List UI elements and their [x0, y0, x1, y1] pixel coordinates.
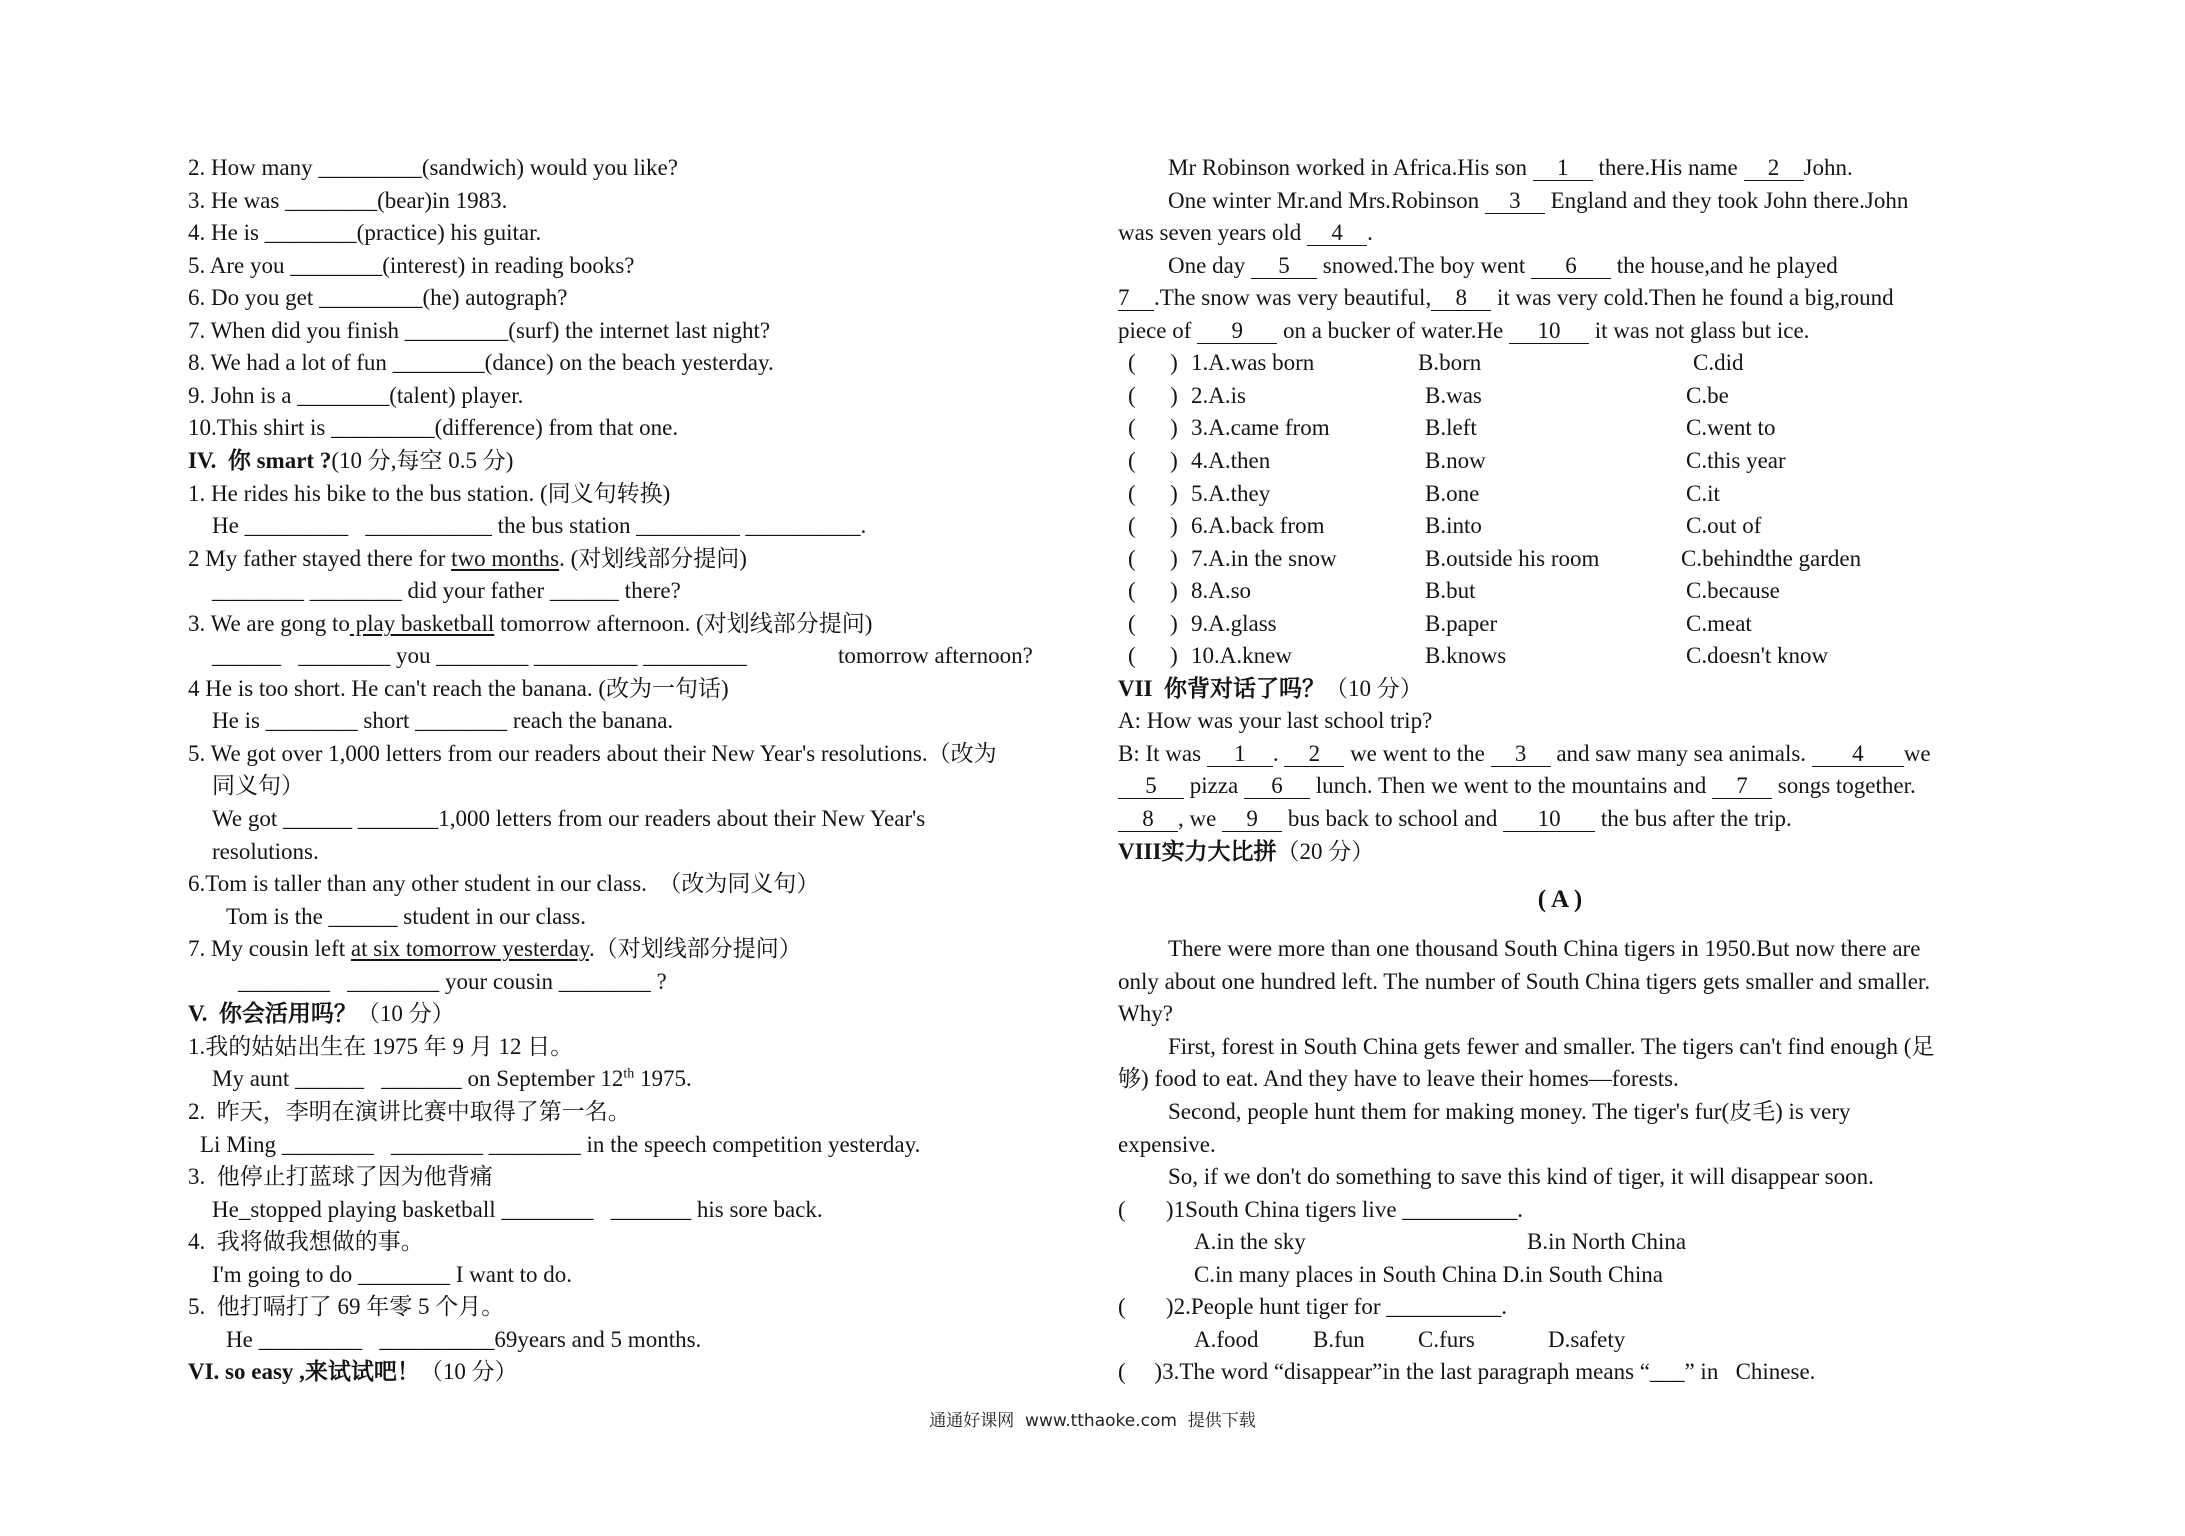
answer-blank-6: 6: [1531, 254, 1611, 279]
cloze-option-row-5: [1128, 478, 1988, 510]
cloze-text: there.His name: [1592, 155, 1744, 180]
answer-blank-5: 5: [1251, 254, 1317, 279]
translation-answer-4: I'm going to do ________ I want to do.: [212, 1262, 572, 1287]
cloze-text: it was not glass but ice.: [1589, 318, 1810, 343]
cloze-option-row-3: [1128, 412, 1988, 444]
reading-part-label: ( A ): [1537, 886, 1583, 913]
option-b: B.into: [1425, 513, 1482, 538]
translation-prompt-2: 2. 昨天，李明在演讲比赛中取得了第一名。: [188, 1099, 631, 1124]
underlined-phrase: play basketball: [349, 611, 495, 636]
rewrite-answer-4: He is ________ short ________ reach the banana.: [212, 708, 674, 733]
question-instruction: . (对划线部分提问): [559, 546, 747, 571]
dialogue-line-b-3: [1118, 803, 1792, 835]
cloze-option-row-4: [1128, 445, 1988, 477]
reading-line-3: Why?: [1118, 1001, 1173, 1026]
dialogue-line-b-2: [1118, 770, 1916, 802]
section-vi-title: VI. so easy ,来试试吧！: [188, 1359, 420, 1384]
word-form-item-2: 2. How many _________(sandwich) would you like?: [188, 155, 678, 180]
answer-bracket: ( ): [1128, 383, 1178, 408]
rewrite-question-1: 1. He rides his bike to the bus station. (同义句转换): [188, 481, 671, 506]
reading-question-3: ( )3.The word “disappear”in the last paragraph means “___” in Chinese.: [1118, 1359, 1816, 1384]
reading-line-1: There were more than one thousand South China tigers in 1950.But now there are: [1168, 936, 1921, 961]
section-iv-score: (10 分,每空 0.5 分): [331, 448, 514, 473]
answer-blank-6: 6: [1244, 774, 1310, 799]
option-c: C.did: [1693, 350, 1744, 375]
option-a: 1.A.was born: [1191, 350, 1315, 375]
dialogue-text: we: [1903, 741, 1931, 766]
rewrite-question-3: [188, 608, 872, 640]
word-form-item-5: 5. Are you ________(interest) in reading books?: [188, 253, 635, 278]
answer-blank-5: 5: [1118, 774, 1184, 799]
dialogue-text: , we: [1178, 806, 1223, 831]
cloze-option-row-2: [1128, 380, 1988, 412]
answer-blank-8: 8: [1431, 286, 1491, 311]
cloze-line-5: [1118, 282, 1894, 314]
cloze-text: .: [1367, 220, 1373, 245]
rewrite-answer-7: ________ ________ your cousin ________ ?: [238, 969, 667, 994]
section-vii-score: （10 分）: [1325, 676, 1423, 701]
answer-blank-3: 3: [1485, 189, 1545, 214]
translation-answer-5: He _________ __________69years and 5 months.: [226, 1327, 702, 1352]
section-v-title: V. 你会活用吗？: [188, 1001, 357, 1026]
option-b: B.one: [1425, 481, 1480, 506]
cloze-text: on a bucker of water.He: [1277, 318, 1510, 343]
cloze-option-row-9: [1128, 608, 1988, 640]
answer-blank-4: 4: [1307, 221, 1367, 246]
word-form-item-8: 8. We had a lot of fun ________(dance) on the beach yesterday.: [188, 350, 774, 375]
dialogue-text: we went to the: [1344, 741, 1491, 766]
rewrite-question-2: [188, 543, 747, 575]
answer-blank-7: 7: [1118, 286, 1154, 311]
cloze-line-1: [1168, 152, 1853, 184]
cloze-text: snowed.The boy went: [1317, 253, 1532, 278]
option-a: 2.A.is: [1191, 383, 1246, 408]
question-text: 7. My cousin left: [188, 936, 351, 961]
cloze-line-6: [1118, 315, 1809, 347]
dialogue-line-a: A: How was your last school trip?: [1118, 708, 1433, 733]
answer-blank-3: 3: [1491, 742, 1551, 767]
reading-q2-option-a: A.food: [1194, 1327, 1259, 1352]
option-a: 9.A.glass: [1191, 611, 1277, 636]
answer-blank-10: 10: [1509, 319, 1589, 344]
reading-q2-option-b: B.fun: [1313, 1327, 1365, 1352]
option-a: 8.A.so: [1191, 578, 1252, 603]
word-form-item-7: 7. When did you finish _________(surf) the internet last night?: [188, 318, 771, 343]
rewrite-answer-2: ________ ________ did your father ______ there?: [212, 578, 681, 603]
word-form-item-6: 6. Do you get _________(he) autograph?: [188, 285, 568, 310]
cloze-text: the house,and he played: [1611, 253, 1838, 278]
word-form-item-9: 9. John is a ________(talent) player.: [188, 383, 524, 408]
answer-blank-2: 2: [1744, 156, 1804, 181]
rewrite-answer-5: We got ______ _______1,000 letters from our readers about their New Year's: [212, 806, 926, 831]
translation-answer-1: [212, 1063, 692, 1095]
rewrite-answer-3-tail: tomorrow afternoon?: [838, 643, 1033, 668]
cloze-text: was seven years old: [1118, 220, 1308, 245]
option-c: C.this year: [1686, 448, 1786, 473]
question-text: 3. We are gong to: [188, 611, 350, 636]
dialogue-line-b-1: [1118, 738, 1931, 770]
section-vii-title: VII 你背对话了吗？: [1118, 676, 1326, 701]
option-c: C.meat: [1686, 611, 1752, 636]
answer-bracket: ( ): [1128, 643, 1178, 668]
translation-prompt-3: 3. 他停止打蓝球了因为他背痛: [188, 1164, 493, 1189]
reading-q1-option-cd: C.in many places in South China D.in South China: [1194, 1262, 1663, 1287]
word-form-item-10: 10.This shirt is _________(difference) from that one.: [188, 415, 679, 440]
cloze-text: Mr Robinson worked in Africa.His son: [1168, 155, 1533, 180]
answer-blank-10: 10: [1503, 807, 1595, 832]
option-a: 5.A.they: [1191, 481, 1271, 506]
answer-blank-8: 8: [1118, 807, 1178, 832]
cloze-option-row-6: [1128, 510, 1988, 542]
cloze-option-row-7: [1128, 543, 1988, 575]
answer-blank-1: 1: [1207, 742, 1273, 767]
section-viii-title: VIII实力大比拼: [1118, 839, 1277, 864]
option-c: C.went to: [1686, 415, 1776, 440]
dialogue-text: and saw many sea animals.: [1550, 741, 1812, 766]
reading-line-6: Second, people hunt them for making money. The tiger's fur(皮毛) is very: [1168, 1099, 1851, 1124]
translation-prompt-4: 4. 我将做我想做的事。: [188, 1229, 424, 1254]
cloze-line-4: [1168, 250, 1838, 282]
cloze-option-row-10: [1128, 640, 1988, 672]
dialogue-text: the bus after the trip.: [1595, 806, 1792, 831]
word-form-item-4: 4. He is ________(practice) his guitar.: [188, 220, 542, 245]
section-vi-score: （10 分）: [419, 1359, 518, 1384]
rewrite-question-5-cont: 同义句）: [212, 773, 304, 798]
rewrite-answer-3: ______ ________ you ________ _________ _________: [212, 643, 747, 668]
question-instruction: tomorrow afternoon. (对划线部分提问): [494, 611, 873, 636]
cloze-text: One day: [1168, 253, 1252, 278]
rewrite-question-4: 4 He is too short. He can't reach the banana. (改为一句话): [188, 676, 729, 701]
reading-q2-option-c: C.furs: [1418, 1327, 1475, 1352]
rewrite-question-7: [188, 933, 802, 965]
cloze-text: piece of: [1118, 318, 1198, 343]
answer-blank-2: 2: [1284, 742, 1344, 767]
answer-bracket: ( ): [1128, 415, 1178, 440]
dialogue-text: B: It was: [1118, 741, 1207, 766]
section-iv-title: IV. 你 smart ?: [188, 448, 332, 473]
option-c: C.out of: [1686, 513, 1762, 538]
underlined-phrase: two months: [451, 546, 560, 571]
answer-bracket: ( ): [1128, 513, 1178, 538]
dialogue-text: pizza: [1184, 773, 1245, 798]
question-text: 2 My father stayed there for: [188, 546, 452, 571]
translation-prompt-5: 5. 他打嗝打了 69 年零 5 个月。: [188, 1294, 505, 1319]
answer-bracket: ( ): [1128, 350, 1178, 375]
cloze-text: .The snow was very beautiful,: [1154, 285, 1432, 310]
option-c: C.because: [1686, 578, 1780, 603]
translation-answer-3: He_stopped playing basketball ________ _______ his sore back.: [212, 1197, 823, 1222]
answer-bracket: ( ): [1128, 448, 1178, 473]
reading-question-2: ( )2.People hunt tiger for __________.: [1118, 1294, 1508, 1319]
answer-blank-7: 7: [1712, 774, 1772, 799]
question-instruction: .（对划线部分提问）: [588, 936, 802, 961]
answer-blank-1: 1: [1533, 156, 1593, 181]
option-b: B.now: [1425, 448, 1486, 473]
rewrite-question-6: 6.Tom is taller than any other student in our class. （改为同义句）: [188, 871, 820, 896]
answer-bracket: ( ): [1128, 546, 1178, 571]
option-b: B.was: [1425, 383, 1482, 408]
option-c: C.be: [1686, 383, 1729, 408]
cloze-text: England and they took John there.John: [1544, 188, 1909, 213]
option-b: B.left: [1425, 415, 1477, 440]
translation-answer-2: Li Ming ________ ________ ________ in the speech competition yesterday.: [200, 1132, 921, 1157]
dialogue-text: bus back to school and: [1282, 806, 1504, 831]
rewrite-answer-6: Tom is the ______ student in our class.: [226, 904, 586, 929]
option-a: 4.A.then: [1191, 448, 1271, 473]
answer-blank-9: 9: [1197, 319, 1277, 344]
answer-bracket: ( ): [1128, 481, 1178, 506]
option-b: B.outside his room: [1425, 546, 1600, 571]
option-a: 3.A.came from: [1191, 415, 1330, 440]
page-footer-source: 通通好课网 www.tthaoke.com 提供下载: [929, 1411, 1256, 1431]
rewrite-answer-1: He _________ ___________ the bus station _________ __________.: [212, 513, 867, 538]
reading-q1-option-b: B.in North China: [1527, 1229, 1687, 1254]
dialogue-text: songs together.: [1772, 773, 1916, 798]
option-a: 6.A.back from: [1191, 513, 1325, 538]
reading-q2-option-d: D.safety: [1548, 1327, 1626, 1352]
answer-bracket: ( ): [1128, 578, 1178, 603]
answer-text-end: 1975.: [634, 1066, 692, 1091]
option-b: B.knows: [1425, 643, 1507, 668]
reading-line-4: First, forest in South China gets fewer and smaller. The tigers can't find enough (足: [1168, 1034, 1935, 1059]
option-b: B.but: [1425, 578, 1476, 603]
rewrite-answer-5-cont: resolutions.: [212, 839, 319, 864]
reading-question-1: ( )1South China tigers live __________.: [1118, 1197, 1524, 1222]
section-v-score: （10 分）: [356, 1001, 455, 1026]
section-viii-score: （20 分）: [1276, 839, 1375, 864]
cloze-option-row-8: [1128, 575, 1988, 607]
reading-line-2: only about one hundred left. The number of South China tigers gets smaller and smaller.: [1118, 969, 1931, 994]
section-viii-heading: [1118, 836, 1374, 868]
answer-blank-4: 4: [1812, 742, 1904, 767]
cloze-text: it was very cold.Then he found a big,round: [1491, 285, 1894, 310]
underlined-phrase: at six tomorrow yesterday: [350, 936, 589, 961]
section-vi-heading: [188, 1356, 518, 1388]
reading-q1-option-a: A.in the sky: [1194, 1229, 1306, 1254]
dialogue-text: .: [1272, 741, 1285, 766]
option-b: B.paper: [1425, 611, 1498, 636]
cloze-option-row-1: [1128, 347, 1988, 379]
section-iv-heading: [188, 445, 513, 477]
rewrite-question-5: 5. We got over 1,000 letters from our readers about their New Year's resolutions.（改为: [188, 741, 997, 766]
option-b: B.born: [1418, 350, 1482, 375]
cloze-line-3: [1118, 217, 1373, 249]
reading-line-8: So, if we don't do something to save this kind of tiger, it will disappear soon.: [1168, 1164, 1874, 1189]
option-c: C.doesn't know: [1686, 643, 1829, 668]
option-c: C.it: [1686, 481, 1720, 506]
option-a: 7.A.in the snow: [1191, 546, 1337, 571]
dialogue-text: lunch. Then we went to the mountains and: [1310, 773, 1713, 798]
option-a: 10.A.knew: [1191, 643, 1292, 668]
word-form-item-3: 3. He was ________(bear)in 1983.: [188, 188, 508, 213]
section-v-heading: [188, 998, 455, 1030]
cloze-text: John.: [1803, 155, 1853, 180]
reading-line-7: expensive.: [1118, 1132, 1216, 1157]
translation-prompt-1: 1.我的姑姑出生在 1975 年 9 月 12 日。: [188, 1034, 574, 1059]
cloze-text: One winter Mr.and Mrs.Robinson: [1168, 188, 1485, 213]
answer-text: My aunt ______ _______ on September 12: [212, 1066, 624, 1091]
answer-bracket: ( ): [1128, 611, 1178, 636]
section-vii-heading: [1118, 673, 1423, 705]
cloze-line-2: [1168, 185, 1908, 217]
answer-blank-9: 9: [1222, 807, 1282, 832]
reading-line-5: 够) food to eat. And they have to leave their homes—forests.: [1118, 1066, 1679, 1091]
ordinal-suffix: th: [623, 1066, 635, 1082]
option-c: C.behindthe garden: [1681, 546, 1862, 571]
